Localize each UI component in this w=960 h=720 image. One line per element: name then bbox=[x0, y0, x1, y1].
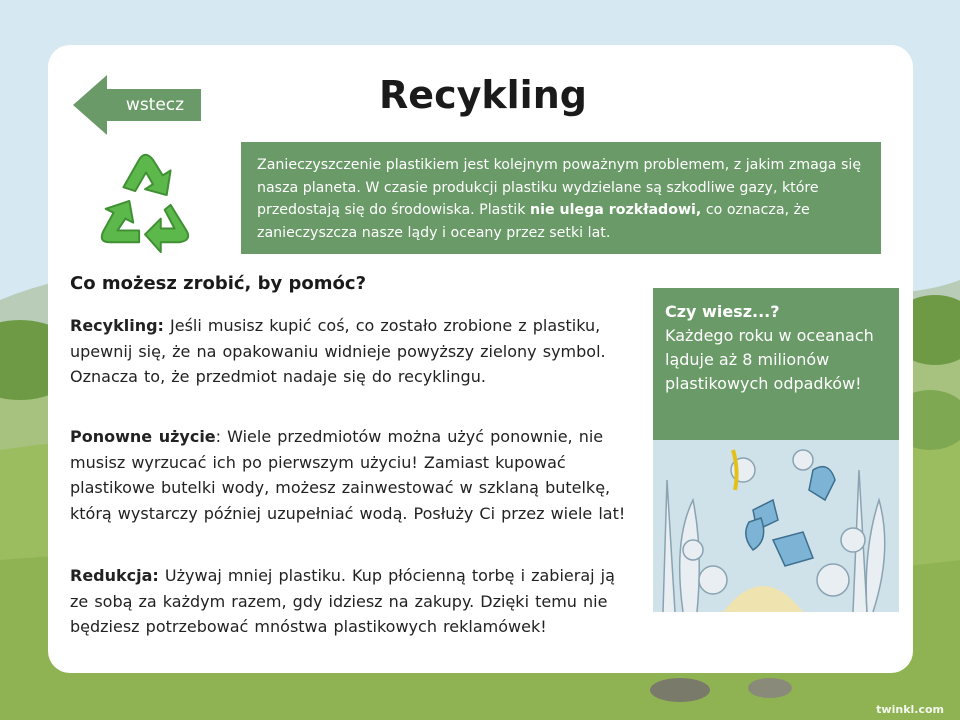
watermark-text: twinkl.com bbox=[876, 703, 944, 716]
content-card bbox=[48, 45, 913, 673]
page-title: Recykling bbox=[379, 73, 587, 117]
tip-text: : Wiele przedmiotów można użyć ponownie, nie musisz wyrzucać ich po pierwszym użyciu! Zamiast kupować plastikowe butelki wody, możesz zainwestować w szklaną butelkę, którą wystarczy później uzupełniać wodą. Posłuży Ci przez wiele lat! bbox=[70, 427, 626, 523]
tip-recycling bbox=[70, 313, 630, 390]
intro-text-end: co oznacza, że zanieczyszcza nasze lądy i oceany przez setki lat. bbox=[257, 202, 810, 241]
tip-lead: Recykling: bbox=[70, 316, 164, 335]
did-you-know-box bbox=[653, 288, 899, 442]
intro-box bbox=[241, 142, 881, 254]
tip-text: Używaj mniej plastiku. Kup płócienną torbę i zabieraj ją ze sobą za każdym razem, gdy idziesz na zakupy. Dzięki temu nie będziesz potrzebować mnóstwa plastikowych reklamówek! bbox=[70, 566, 615, 636]
intro-bold-text: nie ulega rozkładowi, bbox=[529, 202, 702, 218]
intro-text-start: Zanieczyszczenie plastikiem jest kolejnym poważnym problemem, z jakim zmaga się nasza planeta. W czasie produkcji plastiku wydzielane są szkodliwe gazy, które przedostają się do środowiska. Plastik bbox=[257, 157, 862, 218]
section-heading: Co możesz zrobić, by pomóc? bbox=[70, 273, 367, 294]
tip-reduce bbox=[70, 563, 630, 640]
tip-lead: Ponowne użycie bbox=[70, 427, 216, 446]
ocean-plastic-illustration bbox=[653, 440, 899, 612]
tip-reuse bbox=[70, 424, 630, 526]
back-button[interactable] bbox=[73, 75, 203, 135]
back-button-label: wstecz bbox=[125, 95, 185, 115]
tip-text: Jeśli musisz kupić coś, co zostało zrobione z plastiku, upewnij się, że na opakowaniu widnieje powyższy zielony symbol. Oznacza to, że przedmiot nadaje się do recyklingu. bbox=[70, 316, 606, 386]
did-you-know-heading: Czy wiesz...? bbox=[665, 302, 780, 321]
recycle-icon bbox=[88, 143, 206, 253]
did-you-know-text: Każdego roku w oceanach ląduje aż 8 milionów plastikowych odpadków! bbox=[665, 326, 874, 393]
tip-lead: Redukcja: bbox=[70, 566, 159, 585]
